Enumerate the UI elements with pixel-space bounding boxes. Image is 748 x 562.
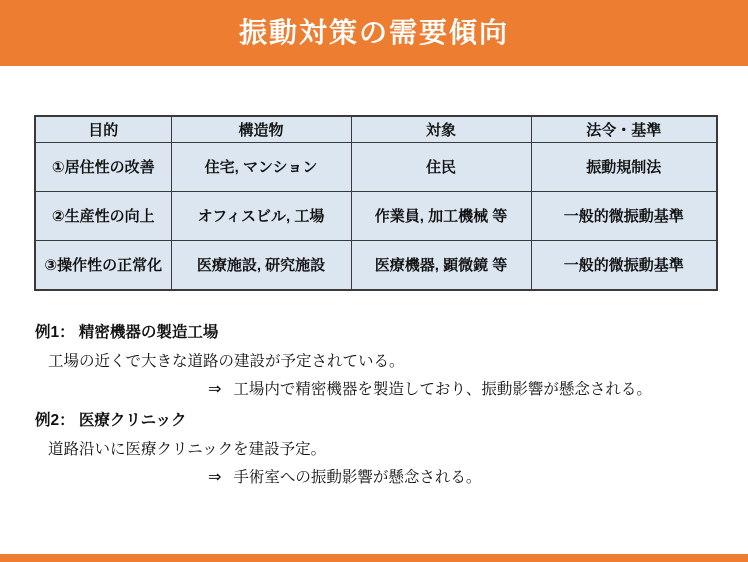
table-row (35, 143, 717, 192)
col-header-target: 対象 (351, 116, 531, 143)
col-header-standard: 法令・基準 (531, 116, 717, 143)
cell-target: 作業員, 加工機械 等 (351, 191, 531, 240)
footer-accent-bar (0, 554, 748, 562)
example-1-consequence-line (208, 382, 728, 398)
examples-section (35, 325, 728, 501)
cell-standard: 一般的微振動基準 (531, 191, 717, 240)
example-1-body: 工場の近くで大きな道路の建設が予定されている。 (48, 353, 405, 370)
example-1-heading: 例1： 精密機器の製造工場 (35, 324, 219, 341)
arrow-right-icon: ⇒ (208, 381, 222, 398)
cell-structure: オフィスビル, 工場 (171, 191, 351, 240)
cell-target: 医療機器, 顕微鏡 等 (351, 240, 531, 290)
example-1-consequence: 工場内で精密機器を製造しており、振動影響が懸念される。 (233, 381, 652, 398)
col-header-purpose: 目的 (35, 116, 171, 143)
cell-purpose: ②生産性の向上 (35, 191, 171, 240)
arrow-right-icon: ⇒ (208, 469, 222, 486)
title-banner (0, 0, 748, 66)
cell-purpose: ③操作性の正常化 (35, 240, 171, 290)
cell-standard: 一般的微振動基準 (531, 240, 717, 290)
example-2-heading: 例2： 医療クリニック (35, 412, 187, 429)
cell-structure: 住宅, マンション (171, 143, 351, 192)
col-header-structure: 構造物 (171, 116, 351, 143)
cell-structure: 医療施設, 研究施設 (171, 240, 351, 290)
table-header-row (35, 116, 717, 143)
example-1 (35, 325, 728, 398)
example-2-body: 道路沿いに医療クリニックを建設予定。 (48, 441, 327, 458)
example-2 (35, 413, 728, 486)
cell-target: 住民 (351, 143, 531, 192)
example-2-consequence-line (208, 470, 728, 486)
cell-purpose: ①居住性の改善 (35, 143, 171, 192)
page-title: 振動対策の需要傾向 (238, 17, 509, 48)
cell-standard: 振動規制法 (531, 143, 717, 192)
table-row (35, 240, 717, 290)
example-2-consequence: 手術室への振動影響が懸念される。 (233, 469, 482, 486)
table-row (35, 191, 717, 240)
demand-table (34, 115, 718, 291)
